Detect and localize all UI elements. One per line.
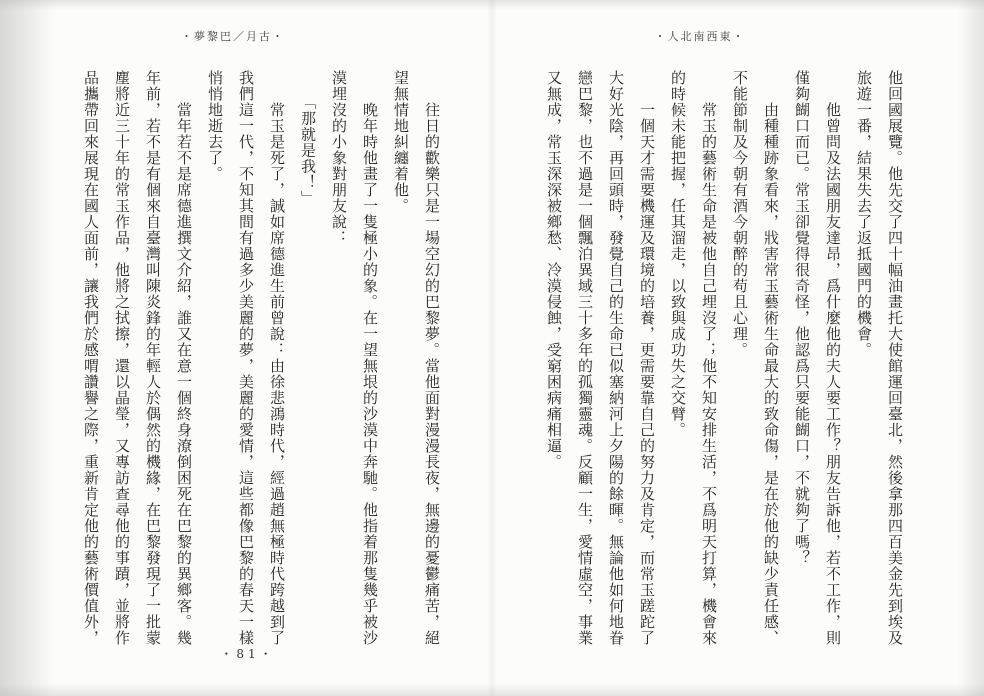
text-column: 漠埋沒的小象對朋友說：	[330, 70, 348, 246]
text-column: 塵將近三十年的常玉作品，他將之拭擦，還以晶瑩，又專訪查尋他的事蹟，並將作	[113, 70, 131, 646]
text-column: 旅遊一番，結果失去了返抵國門的機會。	[855, 70, 873, 358]
text-column: 僅夠餬口而已。常玉卻覺得很奇怪，他認爲只要能餬口，不就夠了嗎？	[793, 70, 811, 566]
scan-edge-left	[0, 0, 64, 696]
scan-edge-bottom	[0, 684, 984, 696]
page-left-text	[75, 70, 447, 648]
text-column: 他回國展覽。他先交了四十幅油畫托大使館運回臺北，然後拿那四百美金先到埃及	[886, 70, 904, 646]
text-column: 他曾問及法國朋友達昂，爲什麼他的夫人要工作？朋友告訴他，若不工作，則	[824, 70, 842, 646]
running-header-right: ・人北南西東・	[654, 30, 746, 43]
scan-edge-top	[0, 0, 984, 10]
text-column: 常玉是死了，誠如席德進生前曾說：由徐悲鴻時代，經過趙無極時代跨越到了	[268, 70, 286, 646]
text-column: 由種種跡象看來，戕害常玉藝術生命最大的致命傷，是在於他的缺少責任感、	[762, 70, 780, 646]
text-column: 悄悄地逝去了。	[206, 70, 224, 182]
page-gutter	[487, 0, 497, 696]
text-column: 一個天才需要機運及環境的培養，更需要靠自己的努力及肯定，而常玉蹉跎了	[638, 70, 656, 646]
text-column: 晚年時他畫了一隻極小的象。在一望無垠的沙漠中奔馳。他指着那隻幾乎被沙	[361, 70, 379, 646]
text-column: 大好光陰，再回頭時，發覺自己的生命已似塞納河上夕陽的餘暉。無論他如何地眷	[607, 70, 625, 646]
text-column: 往日的歡樂只是一場空幻的巴黎夢。當他面對漫漫長夜，無邊的憂鬱痛苦，絕	[423, 70, 441, 646]
scan-edge-right	[958, 0, 984, 696]
text-column: 望無情地糾纏着他。	[392, 70, 410, 214]
text-column: 又無成，常玉深深被鄉愁、冷漠侵蝕，受窮困病痛相逼。	[545, 70, 563, 470]
text-column: 當年若不是席德進撰文介紹，誰又在意一個終身潦倒困死在巴黎的異鄉客。幾	[175, 70, 193, 646]
page-right-text	[538, 70, 910, 648]
text-column: 年前，若不是有個來自臺灣叫陳炎鋒的年輕人於偶然的機緣，在巴黎發現了一批蒙	[144, 70, 162, 646]
text-column: 不能節制及今朝有酒今朝醉的苟且心理。	[731, 70, 749, 358]
running-header-left: ・夢黎巴／月古・	[181, 30, 285, 43]
page-number: ・81・	[220, 647, 276, 661]
text-column: 的時候未能把握，任其溜走，以致與成功失之交臂。	[669, 70, 687, 438]
text-column: 戀巴黎，也不過是一個飄泊異域三十多年的孤獨靈魂。反顧一生，愛情虛空，事業	[576, 70, 594, 646]
text-column: 「那就是我！」	[299, 70, 317, 207]
text-column: 我們這一代，不知其間有過多少美麗的夢，美麗的愛情，這些都像巴黎的春天一樣	[237, 70, 255, 646]
text-column: 常玉的藝術生命是被他自己埋沒了；他不知安排生活，不爲明天打算，機會來	[700, 70, 718, 646]
text-column: 品攜帶回來展現在國人面前，讓我們於感喟讚譽之際，重新肯定他的藝術價值外，	[82, 70, 100, 646]
